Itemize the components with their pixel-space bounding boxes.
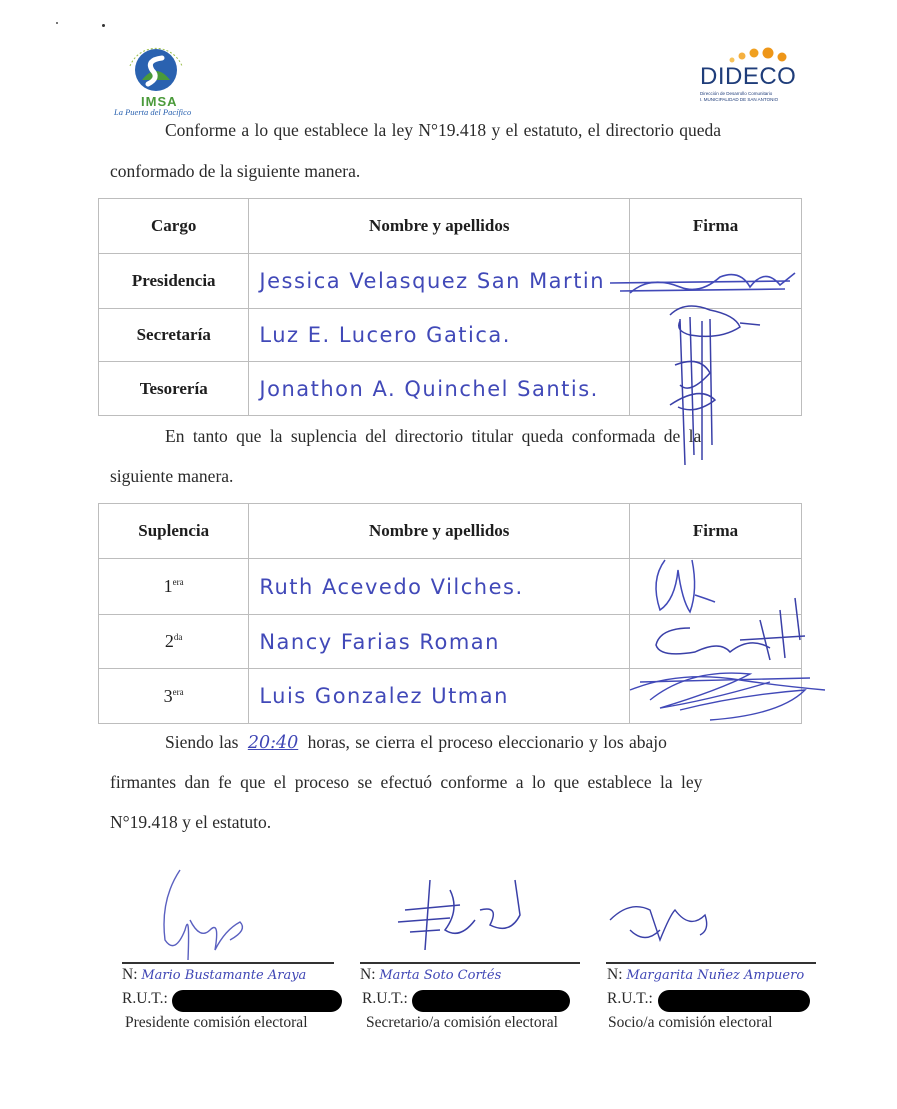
nombre-cell: Ruth Acevedo Vilches. [249,559,630,615]
imsa-tagline: La Puerta del Pacífico [114,107,192,117]
signatory-1-name-row [122,966,306,984]
redaction-bar [412,990,570,1012]
ordinal-suffix: era [172,577,184,587]
signature-line-secretario [360,962,580,964]
signatory-name: Margarita Nuñez Ampuero [626,968,805,983]
closing-line-1 [165,734,667,753]
rut-label: R.U.T.: [607,990,653,1007]
substitutes-intro-line-2: siguiente manera. [110,466,234,486]
scan-speck [56,22,58,24]
cargo-cell: Tesorería [99,362,249,416]
closing-suffix: horas, se cierra el proceso eleccionario y los abajo [307,732,667,752]
dideco-logo [700,44,800,104]
ordinal-number: 2 [164,631,174,651]
imsa-wordmark: IMSA [141,94,178,109]
name-label: N: [607,966,623,983]
col-header-nombre: Nombre y apellidos [249,199,630,254]
col-header-cargo: Cargo [99,199,249,254]
signature-presidente-comision [164,870,242,960]
scan-speck [102,24,105,27]
ordinal-number: 3 [163,685,173,706]
nombre-cell: Luz E. Lucero Gatica. [249,309,630,362]
signatory-role: Socio/a comisión electoral [608,1014,773,1031]
substitutes-signatures-drawing [620,540,835,740]
signature-suplencia-3 [630,673,825,720]
ordinal-suffix: era [172,686,184,697]
signature-presidencia [610,273,795,293]
board-table-header [99,199,802,254]
col-header-firma: Firma [630,504,802,559]
signatory-name: Mario Bustamante Araya [141,968,307,983]
signatory-2-name-row [360,966,501,984]
name-label: N: [122,966,138,983]
commission-signatures-drawing [130,860,730,970]
signature-secretario-comision [398,880,520,950]
signature-line-presidente [122,962,334,964]
signatory-3-name-row [607,966,804,984]
redaction-bar [658,990,810,1012]
name-label: N: [360,966,376,983]
dideco-wordmark: DIDECO [700,63,797,90]
col-header-firma: Firma [630,199,802,254]
closing-line-3: N°19.418 y el estatuto. [110,812,272,832]
suplencia-cell [99,669,249,724]
imsa-logo [110,40,205,118]
imsa-emblem-icon [110,40,205,100]
signature-socio-comision [610,907,707,940]
rut-label: R.U.T.: [122,990,168,1007]
signatory-name: Marta Soto Cortés [379,968,502,983]
dideco-subtitle-1: Dirección de Desarrollo Comunitario [700,91,773,96]
closing-line-2: firmantes dan fe que el proceso se efectuó conforme a lo que establece la ley [110,772,703,792]
suplencia-cell [99,615,249,669]
suplencia-cell [99,559,249,615]
redaction-bar [172,990,342,1012]
substitutes-intro-line-1: En tanto que la suplencia del directorio titular queda conformada de la [165,426,702,446]
nombre-cell: Nancy Farias Roman [249,615,630,669]
nombre-cell: Jonathon A. Quinchel Santis. [249,362,630,416]
nombre-cell: Luis Gonzalez Utman [249,669,630,724]
ordinal-suffix: da [173,632,183,642]
col-header-suplencia: Suplencia [99,504,249,559]
dideco-subtitle-2: I. MUNICIPALIDAD DE SAN ANTONIO [700,97,779,102]
signatory-role: Presidente comisión electoral [125,1014,308,1031]
cargo-cell: Presidencia [99,254,249,309]
nombre-cell: Jessica Velasquez San Martin [249,254,630,309]
intro-line-2: conformado de la siguiente manera. [110,161,361,181]
signature-suplencia-2 [656,598,805,660]
ordinal-number: 1 [163,576,173,596]
cargo-cell: Secretaría [99,309,249,362]
closing-prefix: Siendo las [165,732,239,752]
intro-line-1: Conforme a lo que establece la ley N°19.418 y el estatuto, el directorio queda [165,120,721,140]
signature-line-socio [606,962,816,964]
signatory-role: Secretario/a comisión electoral [366,1014,558,1031]
rut-label: R.U.T.: [362,990,408,1007]
col-header-nombre: Nombre y apellidos [249,504,630,559]
signature-suplencia-1 [656,560,715,612]
closing-time: 20:40 [247,733,299,753]
